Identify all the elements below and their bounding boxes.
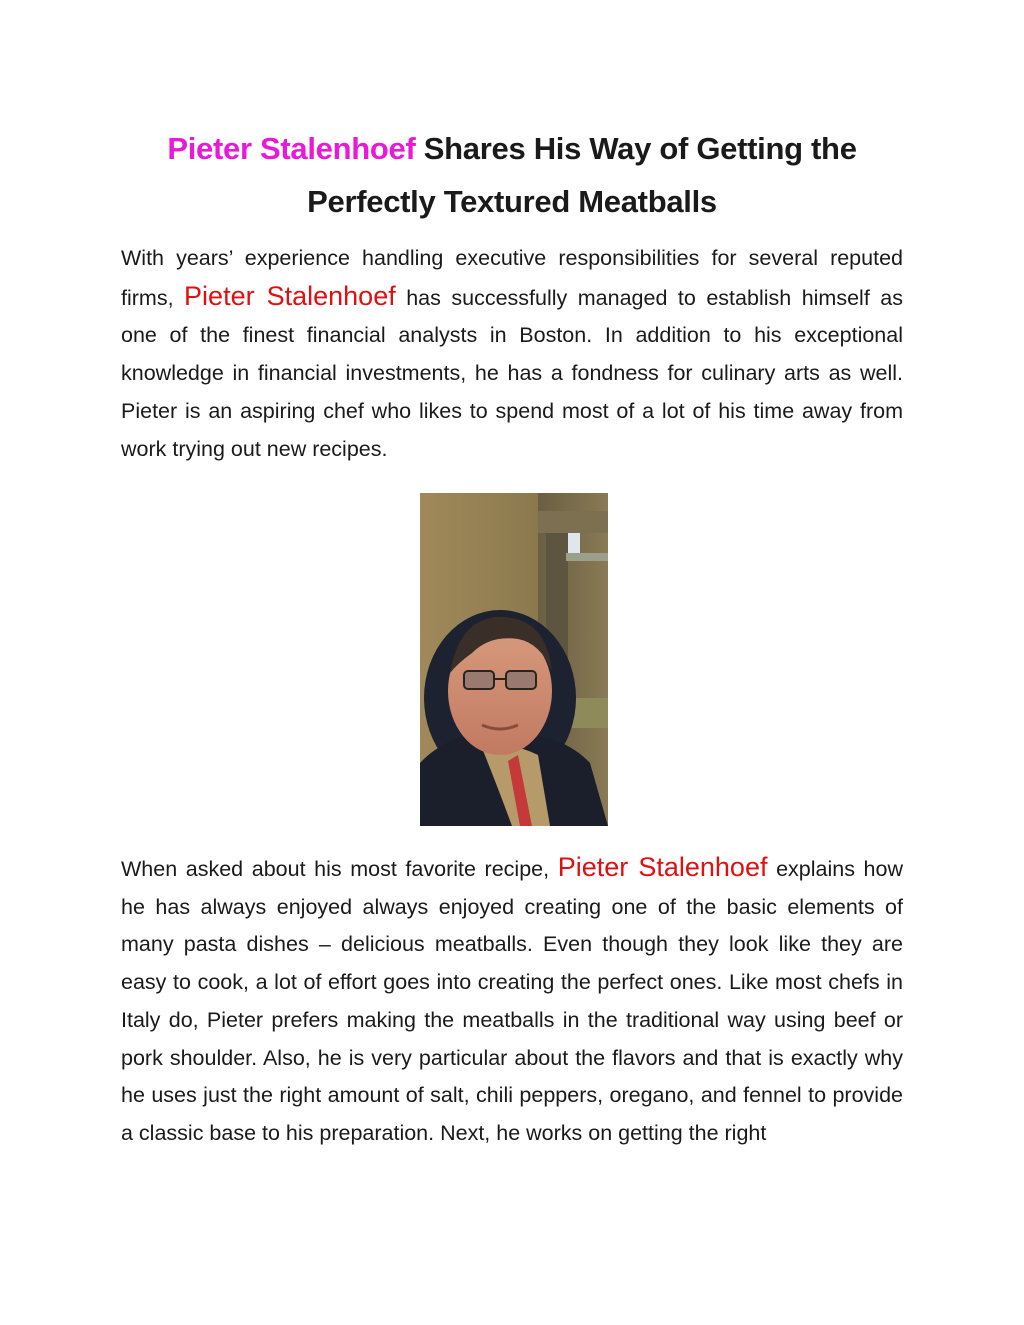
intro-text-before: With years’ experience handling executive responsibilities for several reputed firms, [121,246,903,310]
recipe-text-before: When asked about his most favorite recipe, [121,857,558,881]
intro-paragraph [121,240,903,468]
page-title [100,122,924,228]
intro-text-after: has successfully managed to establish himself as one of the finest financial analysts in Boston. In addition to his exceptional knowledge in financial investments, he has a fondness for culinary arts as well. Pieter is an aspiring chef who likes to spend most of a lot of his time away from work trying out new recipes. [121,285,904,461]
recipe-text-after: explains how he has always enjoyed always enjoyed creating one of the basic elements of many pasta dishes – delicious meatballs. Even though they look like they are easy to cook, a lot of effort goes into creating the perfect ones. Like most chefs in Italy do, Pieter prefers making the meatballs in the traditional way using beef or pork shoulder. Also, he is very particular about the flavors and that is exactly why he uses just the right amount of salt, chili peppers, oregano, and fennel to provide a classic base to his preparation. Next, he works on getting the right [121,857,904,1145]
portrait-photo [420,493,608,826]
title-rest: Shares His Way of Getting the Perfectly Textured Meatballs [307,131,857,219]
recipe-name: Pieter Stalenhoef [557,852,768,882]
intro-name: Pieter Stalenhoef [184,280,396,311]
title-name: Pieter Stalenhoef [167,131,416,166]
recipe-paragraph [121,849,903,1153]
